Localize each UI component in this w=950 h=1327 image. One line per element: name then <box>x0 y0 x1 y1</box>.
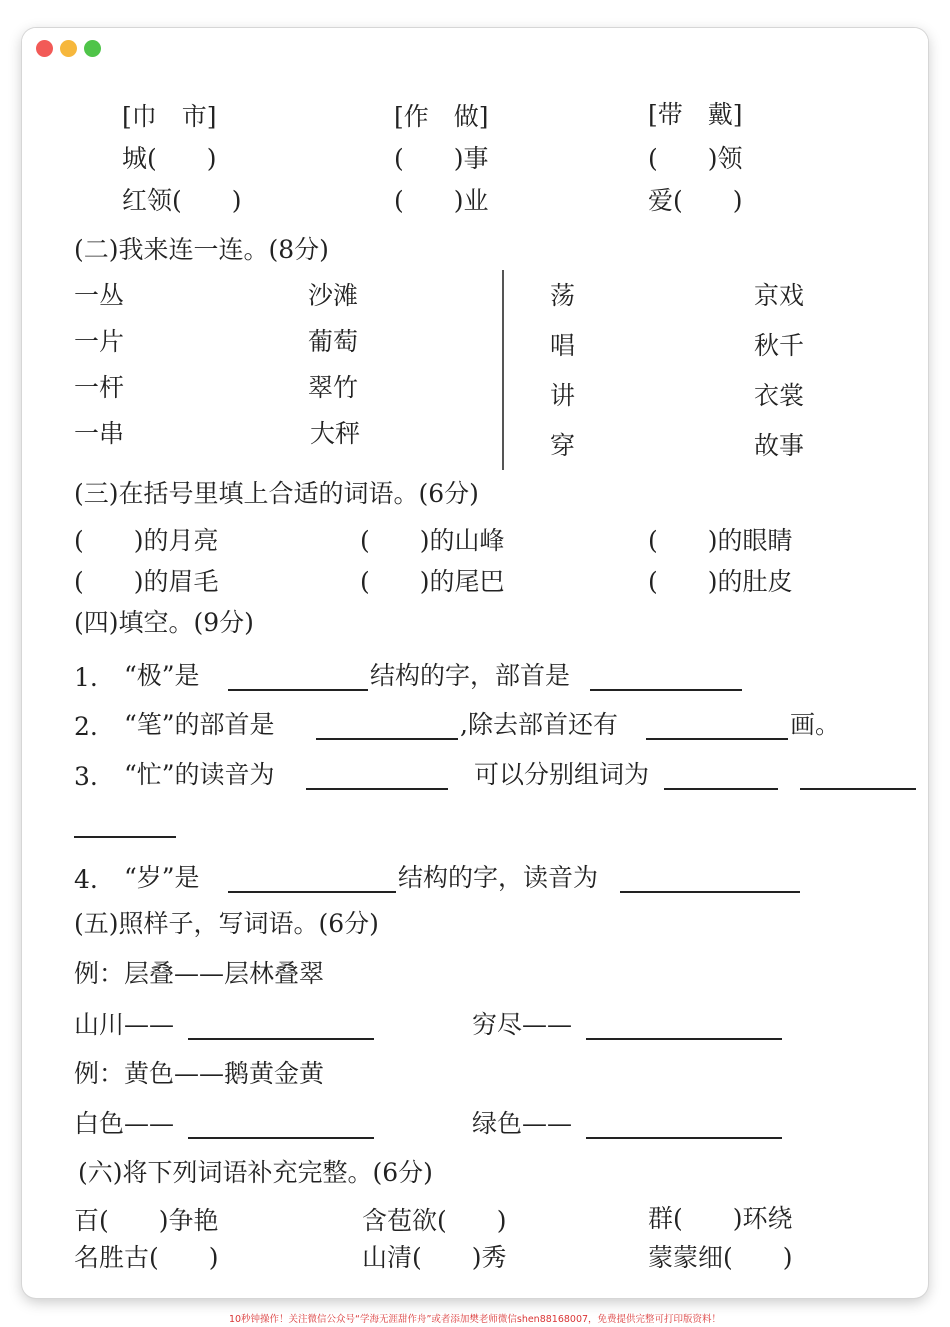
group-header: [巾 市] <box>122 102 217 131</box>
group-item: ( )业 <box>394 186 489 215</box>
question-number: 1. <box>74 663 98 692</box>
question-number: 2. <box>74 712 98 741</box>
match-item: 荡 <box>550 281 576 310</box>
answer-blank[interactable] <box>620 891 800 893</box>
question-number: 4. <box>74 865 98 894</box>
answer-blank[interactable] <box>306 788 448 790</box>
section-title: (四)填空。(9分) <box>74 608 254 637</box>
group-item: ( )领 <box>648 144 743 173</box>
answer-blank[interactable] <box>188 1137 374 1139</box>
answer-blank[interactable] <box>586 1038 782 1040</box>
fill-item: ( )的尾巴 <box>360 567 505 596</box>
title-bar <box>22 28 928 68</box>
answer-blank[interactable] <box>228 689 368 691</box>
answer-blank[interactable] <box>646 738 788 740</box>
answer-blank[interactable] <box>800 788 916 790</box>
column-divider <box>502 270 504 470</box>
answer-blank[interactable] <box>74 836 176 838</box>
section-title: (五)照样子，写词语。(6分) <box>74 909 379 938</box>
group-item: ( )事 <box>394 144 489 173</box>
idiom-item: 名胜古( ) <box>74 1243 219 1272</box>
question-text: 可以分别组词为 <box>474 760 650 789</box>
question-text: “极”是 <box>124 661 200 690</box>
minimize-button[interactable] <box>60 40 77 57</box>
group-header: [作 做] <box>394 102 489 131</box>
example-text: 例：黄色——鹅黄金黄 <box>74 1059 325 1088</box>
match-item: 一丛 <box>74 281 125 310</box>
exercise-prompt: 穷尽—— <box>472 1010 573 1039</box>
match-item: 翠竹 <box>308 373 359 402</box>
group-item: 红领( ) <box>122 186 242 215</box>
fill-item: ( )的眉毛 <box>74 567 219 596</box>
answer-blank[interactable] <box>586 1137 782 1139</box>
match-item: 葡萄 <box>308 327 359 356</box>
example-text: 例：层叠——层林叠翠 <box>74 959 325 988</box>
fill-item: ( )的山峰 <box>360 526 505 555</box>
close-button[interactable] <box>36 40 53 57</box>
document-window <box>22 28 928 1298</box>
answer-blank[interactable] <box>590 689 742 691</box>
question-number: 3. <box>74 762 98 791</box>
match-item: 故事 <box>754 431 805 460</box>
answer-blank[interactable] <box>188 1038 374 1040</box>
answer-blank[interactable] <box>228 891 396 893</box>
match-item: 讲 <box>550 381 576 410</box>
idiom-item: 含苞欲( ) <box>362 1206 507 1235</box>
match-item: 秋千 <box>754 331 805 360</box>
fill-item: ( )的眼睛 <box>648 526 793 555</box>
question-text: 结构的字，读音为 <box>398 863 599 892</box>
idiom-item: 百( )争艳 <box>74 1206 219 1235</box>
idiom-item: 群( )环绕 <box>648 1204 793 1233</box>
fill-item: ( )的月亮 <box>74 526 219 555</box>
idiom-item: 蒙蒙细( ) <box>648 1243 793 1272</box>
match-item: 大秤 <box>310 419 361 448</box>
question-text: 画。 <box>790 710 841 739</box>
match-item: 京戏 <box>754 281 805 310</box>
group-item: 城( ) <box>122 144 217 173</box>
exercise-prompt: 山川—— <box>74 1010 175 1039</box>
group-item: 爱( ) <box>648 186 743 215</box>
question-text: “岁”是 <box>124 863 200 892</box>
section-title: (六)将下列词语补充完整。(6分) <box>78 1158 433 1187</box>
match-item: 衣裳 <box>754 381 805 410</box>
question-text: 结构的字，部首是 <box>370 661 571 690</box>
exercise-prompt: 绿色—— <box>472 1109 573 1138</box>
answer-blank[interactable] <box>316 738 458 740</box>
maximize-button[interactable] <box>84 40 101 57</box>
section-title: (三)在括号里填上合适的词语。(6分) <box>74 479 479 508</box>
match-item: 唱 <box>550 331 576 360</box>
question-text: ,除去部首还有 <box>460 710 618 739</box>
answer-blank[interactable] <box>664 788 778 790</box>
match-item: 一串 <box>74 419 125 448</box>
idiom-item: 山清( )秀 <box>362 1243 507 1272</box>
match-item: 沙滩 <box>308 281 359 310</box>
group-header: [带 戴] <box>648 100 743 129</box>
match-item: 穿 <box>550 431 576 460</box>
match-item: 一杆 <box>74 373 125 402</box>
exercise-prompt: 白色—— <box>74 1109 175 1138</box>
promo-footer: 10秒钟操作！关注微信公众号“学海无涯甜作舟”或者添加樊老师微信shen88168007，免费提供完整可打印版资料！ <box>228 1314 722 1325</box>
question-text: “忙”的读音为 <box>124 760 275 789</box>
match-item: 一片 <box>74 327 125 356</box>
fill-item: ( )的肚皮 <box>648 567 793 596</box>
section-title: (二)我来连一连。(8分) <box>74 235 329 264</box>
question-text: “笔”的部首是 <box>124 710 275 739</box>
